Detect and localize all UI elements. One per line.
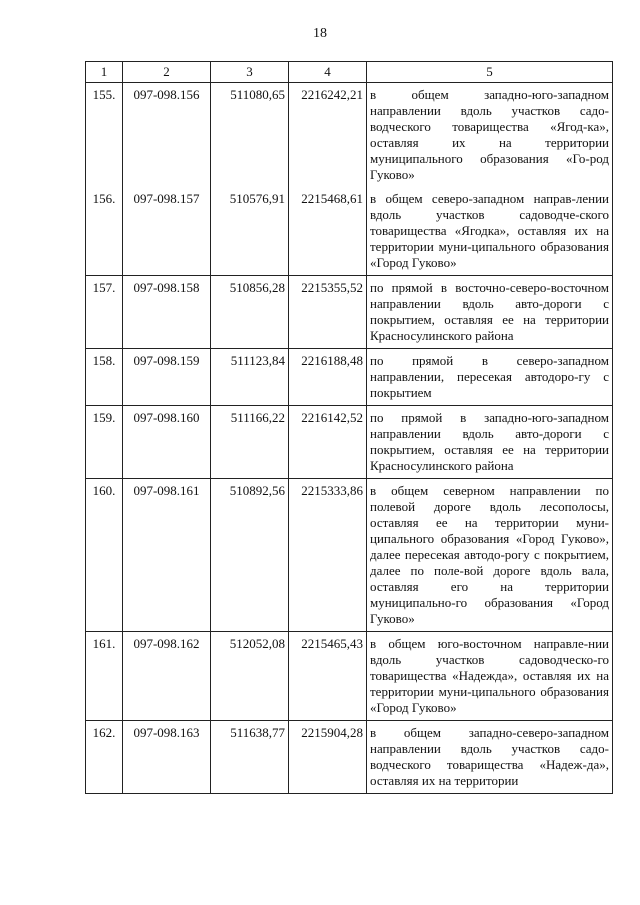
x-coordinate: 510892,56 bbox=[211, 479, 289, 632]
table-header-row bbox=[86, 62, 613, 83]
row-number: 158. bbox=[86, 349, 123, 406]
x-coordinate: 511166,22 bbox=[211, 406, 289, 479]
boundary-description: в общем северном направлении по полевой дороге вдоль лесополосы, оставляя ее на территории муни-ципального образования «Город Гуково», далее пересекая автодо-рогу с покрытием, далее по поле-вой дороге вдоль вала, оставляя его на территории муниципально-го образования «Город Гуково» bbox=[367, 479, 613, 632]
point-id: 097-098.161 bbox=[123, 479, 211, 632]
x-coordinate: 511638,77 bbox=[211, 721, 289, 794]
row-number: 159. bbox=[86, 406, 123, 479]
table-row bbox=[86, 187, 613, 276]
x-coordinate: 510576,91 bbox=[211, 187, 289, 276]
boundary-description: в общем юго-восточном направле-нии вдоль участков садоводческо-го товарищества «Надежда», оставляя их на территории муни-ципального образования «Город Гуково» bbox=[367, 632, 613, 721]
header-cell-2: 2 bbox=[123, 62, 211, 83]
row-number: 160. bbox=[86, 479, 123, 632]
x-coordinate: 511123,84 bbox=[211, 349, 289, 406]
row-number: 162. bbox=[86, 721, 123, 794]
row-number: 155. bbox=[86, 83, 123, 188]
boundary-description: по прямой в северо-западном направлении, пересекая автодоро-гу с покрытием bbox=[367, 349, 613, 406]
table-row bbox=[86, 276, 613, 349]
point-id: 097-098.163 bbox=[123, 721, 211, 794]
boundary-description: в общем северо-западном направ-лении вдоль участков садоводче-ского товарищества «Ягодка», оставляя их на территории муни-ципального образования «Город Гуково» bbox=[367, 187, 613, 276]
table-row bbox=[86, 632, 613, 721]
point-id: 097-098.160 bbox=[123, 406, 211, 479]
point-id: 097-098.158 bbox=[123, 276, 211, 349]
point-id: 097-098.157 bbox=[123, 187, 211, 276]
header-cell-1: 1 bbox=[86, 62, 123, 83]
y-coordinate: 2215333,86 bbox=[289, 479, 367, 632]
x-coordinate: 511080,65 bbox=[211, 83, 289, 188]
y-coordinate: 2216188,48 bbox=[289, 349, 367, 406]
row-number: 157. bbox=[86, 276, 123, 349]
y-coordinate: 2215355,52 bbox=[289, 276, 367, 349]
table-row bbox=[86, 349, 613, 406]
header-cell-5: 5 bbox=[367, 62, 613, 83]
table-row bbox=[86, 406, 613, 479]
header-cell-3: 3 bbox=[211, 62, 289, 83]
row-number: 161. bbox=[86, 632, 123, 721]
y-coordinate: 2215904,28 bbox=[289, 721, 367, 794]
point-id: 097-098.156 bbox=[123, 83, 211, 188]
x-coordinate: 510856,28 bbox=[211, 276, 289, 349]
header-cell-4: 4 bbox=[289, 62, 367, 83]
y-coordinate: 2215468,61 bbox=[289, 187, 367, 276]
y-coordinate: 2216242,21 bbox=[289, 83, 367, 188]
page-number: 18 bbox=[313, 26, 327, 41]
point-id: 097-098.159 bbox=[123, 349, 211, 406]
boundary-description: в общем западно-юго-западном направлении вдоль участков садо-водческого товарищества «Ягод-ка», оставляя их на территории муниципального образования «Го-род Гуково» bbox=[367, 83, 613, 188]
table-row bbox=[86, 721, 613, 794]
x-coordinate: 512052,08 bbox=[211, 632, 289, 721]
table-row bbox=[86, 479, 613, 632]
y-coordinate: 2215465,43 bbox=[289, 632, 367, 721]
row-number: 156. bbox=[86, 187, 123, 276]
table-row bbox=[86, 83, 613, 188]
y-coordinate: 2216142,52 bbox=[289, 406, 367, 479]
point-id: 097-098.162 bbox=[123, 632, 211, 721]
boundary-description: в общем западно-северо-западном направлении вдоль участков садо-водческого товарищества «Надеж-да», оставляя их на территории bbox=[367, 721, 613, 794]
boundary-description: по прямой в восточно-северо-восточном направлении вдоль авто-дороги с покрытием, оставляя ее на территории Красносулинского района bbox=[367, 276, 613, 349]
boundary-description: по прямой в западно-юго-западном направлении вдоль авто-дороги с покрытием, оставляя ее на территории Красносулинского района bbox=[367, 406, 613, 479]
boundary-points-table bbox=[85, 61, 613, 794]
